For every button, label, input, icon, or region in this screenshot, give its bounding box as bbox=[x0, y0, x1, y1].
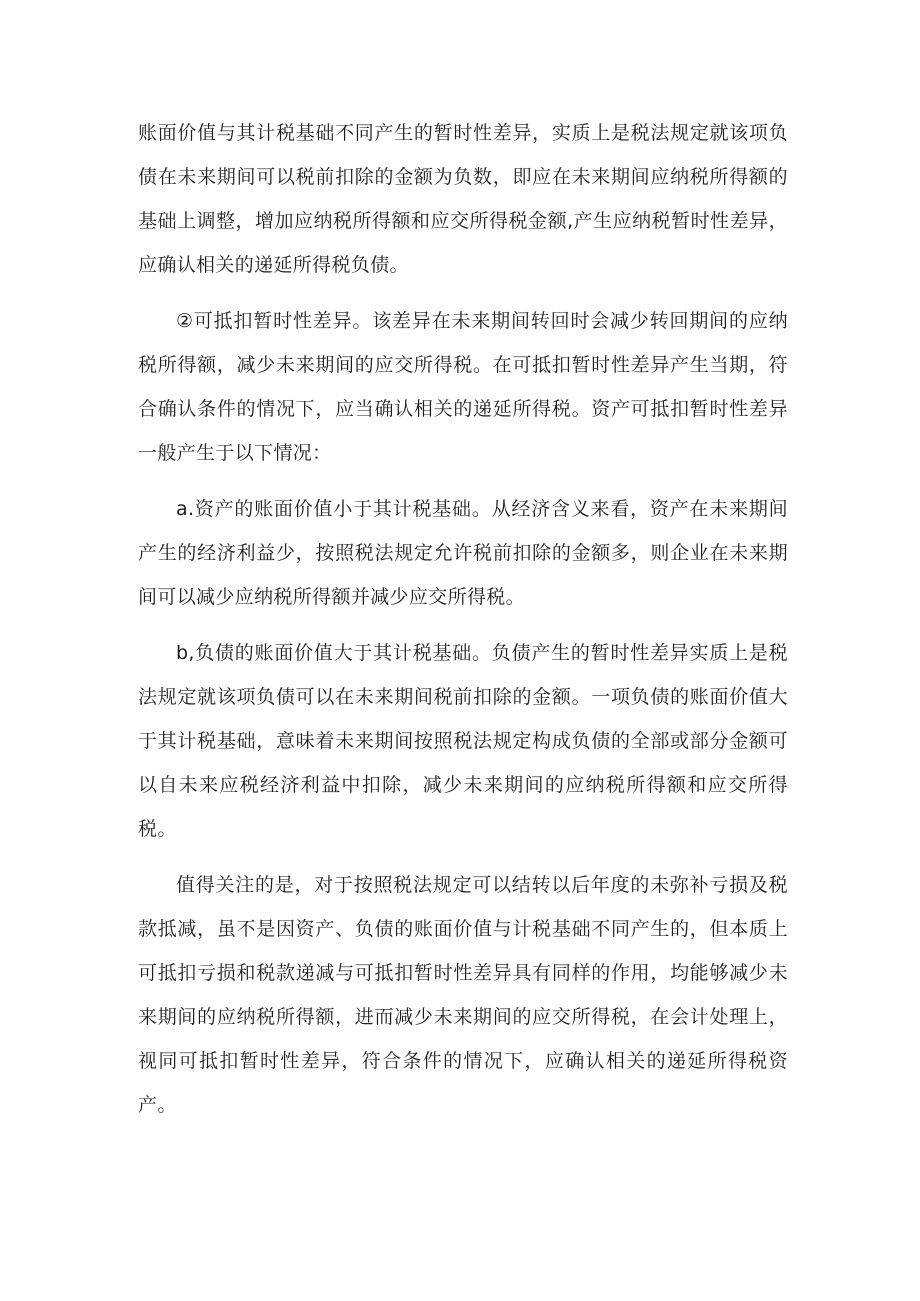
paragraph-item-b: b,负债的账面价值大于其计税基础。负债产生的暂时性差异实质上是税法规定就该项负债可以在未来期间税前扣除的金额。一项负债的账面价值大于其计税基础，意味着未来期间按照税法规定构成负债的全部或部分金额可以自未来应税经济利益中扣除，减少未来期间的应纳税所得额和应交所得税。 bbox=[138, 642, 788, 840]
paragraph-deductible-difference: ②可抵扣暂时性差异。该差异在未来期间转回时会减少转回期间的应纳税所得额，减少未来期间的应交所得税。在可抵扣暂时性差异产生当期，符合确认条件的情况下，应当确认相关的递延所得税。资产可抵扣暂时性差异一般产生于以下情况： bbox=[138, 310, 788, 464]
paragraph-item-a: a.资产的账面价值小于其计税基础。从经济含义来看，资产在未来期间产生的经济利益少，按照税法规定允许税前扣除的金额多，则企业在未来期间可以减少应纳税所得额并减少应交所得税。 bbox=[138, 498, 788, 608]
paragraph-continuation: 账面价值与其计税基础不同产生的暂时性差异，实质上是税法规定就该项负债在未来期间可以税前扣除的金额为负数，即应在未来期间应纳税所得额的基础上调整，增加应纳税所得额和应交所得税金额,产生应纳税暂时性差异，应确认相关的递延所得税负债。 bbox=[138, 122, 788, 276]
document-body bbox=[138, 111, 788, 1139]
paragraph-note: 值得关注的是，对于按照税法规定可以结转以后年度的未弥补亏损及税款抵减，虽不是因资产、负债的账面价值与计税基础不同产生的，但本质上可抵扣亏损和税款递减与可抵扣暂时性差异具有同样的作用，均能够减少未来期间的应纳税所得额，进而减少未来期间的应交所得税，在会计处理上，视同可抵扣暂时性差异，符合条件的情况下，应确认相关的递延所得税资产。 bbox=[138, 874, 788, 1116]
